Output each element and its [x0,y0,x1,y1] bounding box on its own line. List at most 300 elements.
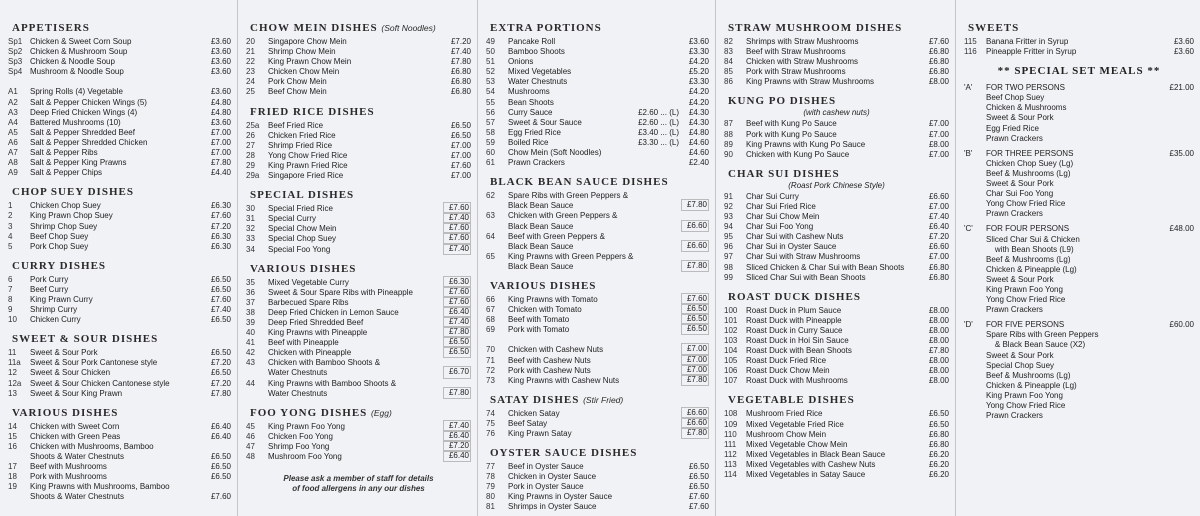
item-name: Shrimps in Oyster Sauce [508,502,597,512]
menu-item [8,222,231,232]
menu-section [246,263,471,399]
item-name: Pork with Kung Po Sauce [746,129,837,139]
section-title-text: OYSTER SAUCE DISHES [490,447,638,460]
item-code: 12a [8,378,22,388]
item-price: £7.80 [210,388,231,398]
menu-item [246,224,471,234]
item-price: £7.40 [210,305,231,315]
item-code: 28 [246,150,255,160]
section-title [728,22,949,34]
item-price: £7.20 [210,378,231,388]
menu-item [8,442,231,462]
item-price: £6.40 [210,421,231,431]
item-price: £3.30 [688,47,709,57]
menu-item [724,67,949,77]
item-name: Curry Sauce [508,107,553,117]
section-title [490,280,709,292]
menu-column-3 [478,0,716,516]
item-price: £7.60 [443,222,471,234]
item-name: Beef Chow Mein [268,87,327,97]
menu-item [486,482,709,492]
menu-section [246,22,471,98]
item-code: 113 [724,459,737,469]
item-name: Mixed Vegetables [508,67,572,77]
item-price: £7.80 [443,387,471,399]
item-name: Pork with Mushrooms [30,472,107,482]
menu-item [486,376,709,386]
menu-item [8,389,231,399]
item-name: King Prawns in Oyster Sauce [508,492,613,502]
item-code: 59 [486,137,495,147]
item-price: £3.60 [210,67,231,77]
item-price: £6.80 [928,439,949,449]
set-meal [964,320,1194,421]
item-name: Bean Shoots [508,97,554,107]
item-price: £4.20 [688,97,709,107]
section-title [12,407,231,419]
menu-section [246,106,471,182]
set-meal-item: Spare Ribs with Green Peppers [986,330,1099,340]
section-title-text: FRIED RICE DISHES [250,105,375,118]
item-code: 68 [486,315,495,325]
section-title [728,394,949,406]
item-price: £6.50 [928,409,949,419]
item-name: Egg Fried Rice [508,127,561,137]
item-name: Mushroom Foo Yong [268,452,342,461]
item-name: Mixed Vegetables in Black Bean Sauce [746,449,886,459]
item-price: £7.00 [210,127,231,137]
item-name: Char Sui Fried Rice [746,201,816,211]
item-name: Chow Mein (Soft Noodles) [508,148,602,158]
menu-item [246,151,471,161]
item-name: Chicken in Oyster Sauce [508,472,597,482]
item-code: 51 [486,57,495,67]
item-name: King Prawns with Pineapple [268,328,368,338]
item-code: 43 [246,358,255,368]
item-code: A5 [8,127,18,137]
item-price: £6.50 [210,315,231,325]
section-title [12,333,231,345]
section-title-text: APPETISERS [12,22,90,34]
item-price: £6.70 [443,366,471,378]
item-price: £7.60 [443,296,471,308]
section-subtitle: (Stir Fried) [583,394,624,405]
menu-item [8,118,231,128]
item-price: £6.30 [210,241,231,251]
menu-item [8,77,231,87]
item-code: 108 [724,409,738,419]
item-price: £4.60 [688,137,709,147]
item-code: 11a [8,358,21,368]
item-code: 10 [8,315,17,325]
section-title-text: KUNG PO DISHES [728,95,837,108]
item-name: Sweet & Sour Sauce [508,117,582,127]
set-meal [964,149,1194,220]
item-code: 84 [724,57,733,67]
section-title [490,447,709,459]
menu-item [964,37,1194,47]
item-code: 25a [246,120,260,130]
menu-item [8,295,231,305]
item-price: £7.60 [928,37,949,46]
item-price: £8.00 [928,325,949,335]
item-price: £4.80 [688,127,709,137]
item-name: Singapore Chow Mein [268,37,347,46]
item-price: £7.60 [688,492,709,502]
menu-item [246,214,471,224]
item-price: £6.80 [928,429,949,439]
menu-item [246,37,471,47]
item-price: £7.80 [681,427,709,439]
item-code: 67 [486,305,495,315]
item-code: 114 [724,470,737,479]
item-price: £6.80 [928,272,949,282]
item-code: A4 [8,117,18,127]
item-name: Mushrooms [508,87,550,97]
set-meal-item: King Prawn Foo Yong [986,390,1063,400]
item-name: Pork Curry [30,274,69,284]
item-price: £7.20 [928,232,949,242]
item-price: £8.00 [928,356,949,366]
menu-item [724,130,949,140]
item-price: £6.50 [210,348,231,358]
item-price: £7.20 [210,221,231,231]
item-name: Special Chow Mein [268,224,337,234]
item-code: 54 [486,87,495,97]
section-title-text: VARIOUS DISHES [490,279,597,292]
item-code: 98 [724,262,733,272]
item-price: £6.80 [450,87,471,97]
menu-item [8,482,231,502]
menu-item [246,452,471,462]
section-title [250,189,471,201]
menu-item [724,242,949,252]
menu-section [724,95,949,159]
item-price: £6.50 [210,462,231,472]
menu-section [724,22,949,87]
set-price: £35.00 [1169,148,1194,158]
section-title-text: SWEET & SOUR DISHES [12,333,159,346]
item-name: Shrimps with Straw Mushrooms [746,37,859,46]
item-price: £6.80 [928,67,949,77]
menu-item [486,232,709,252]
item-price: £7.00 [928,252,949,262]
item-name: Salt & Pepper Shredded Chicken [30,137,148,147]
item-code: 110 [724,429,737,439]
item-price: £3.60 [210,37,231,46]
set-meal-item: Sweet & Sour Pork [986,274,1054,284]
section-title-text: BLACK BEAN SAUCE DISHES [490,176,669,189]
item-code: 58 [486,127,495,137]
item-code: 105 [724,356,738,366]
item-code: 52 [486,67,495,77]
item-name: Beef with Mushrooms [30,462,107,472]
menu-item [724,430,949,440]
item-name: Sliced Chicken & Char Sui with Bean Shoots [746,262,905,272]
item-name: Shrimp Chow Mein [268,47,336,57]
item-name: Beef Fried Rice [268,120,324,130]
item-code: 90 [724,149,733,159]
item-name: Deep Fried Shredded Beef [268,317,364,327]
menu-item [486,325,709,335]
menu-column-5 [956,0,1200,516]
item-price: £7.60 [681,293,709,305]
section-title [490,22,709,34]
item-code: 77 [486,462,495,472]
menu-item [246,379,471,399]
item-code: 40 [246,328,255,338]
set-meal-item: Chicken & Mushrooms [986,103,1067,113]
item-code: 17 [8,462,17,472]
item-name: Spare Ribs with Green Peppers & Black Bean Sauce [508,191,629,211]
set-meal-item: & Black Bean Sauce (X2) [986,340,1086,350]
menu-section [8,186,231,251]
item-name: Sweet & Sour Pork [30,348,98,358]
menu-item [8,148,231,158]
item-name: Roast Duck with Pineapple [746,315,842,325]
item-price: £6.40 [928,222,949,232]
item-price: £7.40 [928,212,949,222]
menu-item [246,278,471,288]
item-code: 27 [246,140,255,150]
item-code: 45 [246,421,255,431]
menu-item [8,358,231,368]
item-name: Char Sui in Oyster Sauce [746,242,837,252]
item-code: 69 [486,325,495,335]
item-code: 87 [724,119,733,129]
item-name: Pork Chow Mein [268,77,327,87]
item-price: £7.00 [928,201,949,211]
menu-item [724,306,949,316]
item-code: 93 [724,212,733,222]
item-price: £3.30 [688,77,709,87]
section-title-text: CHOP SUEY DISHES [12,186,134,199]
section-title [250,106,471,118]
menu-item [8,37,231,47]
menu-item [8,128,231,138]
section-title [490,176,709,188]
item-code: 23 [246,67,255,77]
item-name: Deep Fried Chicken in Lemon Sauce [268,307,399,317]
item-price: £6.50 [450,130,471,140]
item-price: £7.20 [450,37,471,46]
item-price: £8.00 [928,335,949,345]
menu-item [486,419,709,429]
item-price: £6.80 [450,67,471,77]
section-title [490,394,709,406]
item-name: Chicken with Pineapple [268,348,352,358]
item-price: £7.60 [210,492,231,502]
item-name: Mixed Vegetable Curry [268,277,349,287]
item-code: 26 [246,130,255,140]
item-code: 29 [246,160,255,170]
item-name: Roast Duck Fried Rice [746,356,827,366]
menu-item [724,232,949,242]
item-code: 73 [486,375,495,385]
menu-item [246,131,471,141]
item-price: £6.20 [928,459,949,469]
section-title-text: SATAY DISHES [490,393,580,406]
menu-item [486,77,709,87]
menu-item [246,87,471,97]
set-letter: 'A' [964,83,973,93]
item-price: £6.50 [443,346,471,358]
menu-item [724,336,949,346]
item-name: Chicken & Noodle Soup [30,57,115,67]
item-code: A6 [8,137,18,147]
item-code: 106 [724,366,738,376]
item-code: 111 [724,439,737,449]
item-code: 48 [246,452,255,461]
item-name: Chicken Curry [30,315,81,325]
item-price: £8.00 [928,366,949,376]
item-price: £3.60 [210,117,231,127]
item-price: £4.40 [210,168,231,178]
item-name: Roast Duck Chow Mein [746,366,830,376]
menu-item [246,298,471,308]
menu-item [8,305,231,315]
menu-item [8,138,231,148]
set-meals-title: ** SPECIAL SET MEALS ** [997,65,1161,78]
menu-item [246,77,471,87]
item-code: 101 [724,315,738,325]
item-name: Special Fried Rice [268,204,333,214]
item-code: 97 [724,252,733,262]
item-code: 94 [724,222,733,232]
menu-item [724,470,949,480]
item-code: 8 [8,294,13,304]
menu-item [724,37,949,47]
set-meal-item: Sliced Char Sui & Chicken [986,234,1080,244]
item-name: Chicken with Tomato [508,305,582,315]
item-price: £7.00 [450,150,471,160]
item-code: 46 [246,431,255,441]
item-code: 70 [486,345,495,355]
menu-item [8,232,231,242]
set-meal-item: Sweet & Sour Pork [986,350,1054,360]
item-code: Sp2 [8,47,23,57]
menu-item [486,148,709,158]
item-code: 80 [486,492,495,502]
menu-section [486,280,709,386]
item-name: Sweet & Sour Spare Ribs with Pineapple [268,287,413,297]
item-name: King Prawns with Bamboo Shoots & Water Chestnuts [268,378,397,398]
menu-item [486,128,709,138]
menu-item [724,409,949,419]
set-meal-item: Prawn Crackers [986,411,1043,421]
menu-item [724,273,949,283]
menu-item [246,204,471,214]
item-name: Sliced Char Sui with Bean Shoots [746,272,866,282]
item-price: £3.60 [688,37,709,46]
set-meal [964,224,1194,315]
menu-section [246,407,471,462]
menu-item [724,192,949,202]
item-name: Special Foo Yong [268,244,331,254]
item-price: £7.00 [681,354,709,366]
menu-item [486,108,709,118]
menu-item [8,462,231,472]
item-name: Chicken Chow Mein [268,67,340,77]
item-price: £4.30 [688,117,709,127]
item-code: 36 [246,287,255,297]
menu-item [8,108,231,118]
item-price: £7.00 [928,149,949,159]
section-title [728,291,949,303]
item-code: A3 [8,107,18,117]
item-price: £7.60 [688,502,709,512]
item-name: Roast Duck with Mushrooms [746,376,848,386]
item-price: £7.20 [443,440,471,452]
set-meal-header [964,320,1194,330]
item-price: £2.40 [688,158,709,168]
item-code: 107 [724,376,738,386]
item-code: 79 [486,482,495,492]
item-price: £7.60 [450,160,471,170]
item-code: Sp3 [8,57,23,67]
menu-item [246,318,471,328]
menu-item [486,252,709,272]
set-meal-item: Special Chop Suey [986,360,1055,370]
item-code: 61 [486,158,495,168]
item-price: £7.60 [443,286,471,298]
menu-item [964,47,1194,57]
item-name: Shrimp Curry [30,305,78,315]
set-title: FOR TWO PERSONS [986,83,1065,93]
menu-item [8,57,231,67]
item-name: Mushroom Chow Mein [746,429,827,439]
item-price: £7.80 [681,260,709,272]
menu-section [724,291,949,387]
item-code: 38 [246,307,255,317]
menu-item [724,212,949,222]
item-price: £6.60 [928,242,949,252]
item-code: 24 [246,77,255,87]
menu-item [246,141,471,151]
menu-item [246,161,471,171]
item-name: Shrimp Fried Rice [268,140,333,150]
item-price: £6.40 [443,430,471,442]
item-name: Beef with Green Peppers & Black Bean Sauce [508,231,605,251]
menu-item [724,119,949,129]
menu-item [724,47,949,57]
menu-item [246,57,471,67]
set-letter: 'C' [964,224,973,234]
menu-item [8,368,231,378]
section-title-text: FOO YONG DISHES [250,406,368,419]
set-price: £21.00 [1169,83,1194,93]
menu-item [246,171,471,181]
item-name: Sweet & Sour Pork Cantonese style [30,358,158,368]
item-name: Pork Chop Suey [30,241,89,251]
item-code: 86 [724,77,733,87]
item-code: 72 [486,365,495,375]
section-title: SWEETS [968,22,1020,34]
menu-item [486,47,709,57]
menu-section [246,189,471,254]
item-price: £6.60 [681,240,709,252]
menu-item [486,295,709,305]
item-code: 11 [8,348,17,358]
item-name: Water Chestnuts [508,77,568,87]
item-code: Sp4 [8,67,23,77]
item-code: 7 [8,284,13,294]
item-price: £7.20 [210,358,231,368]
menu-item [724,356,949,366]
item-price: £6.80 [928,47,949,57]
item-name: Char Sui Chow Mein [746,212,820,222]
item-name: Chicken Fried Rice [268,130,336,140]
